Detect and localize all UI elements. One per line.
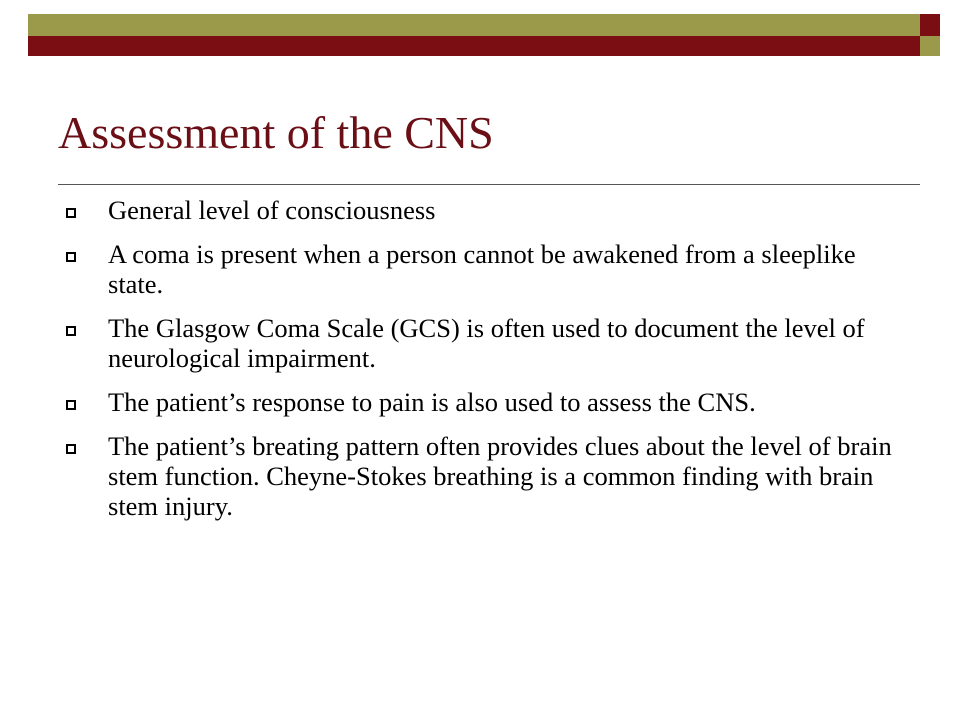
hollow-square-bullet-icon [66,208,76,218]
slide-title: Assessment of the CNS [58,107,494,158]
bullet-text: The patient’s breating pattern often provides clues about the level of brain stem function. Cheyne-Stokes breathing is a common finding with brain stem injury. [108,430,892,521]
bullet-text: General level of consciousness [108,195,436,225]
bullet-item [64,388,894,418]
bullet-text: A coma is present when a person cannot be awakened from a sleeplike state. [108,238,856,299]
top-bar-maroon-stripe [28,36,920,56]
corner-olive-square [920,36,940,56]
corner-decorative-block [920,14,940,56]
hollow-square-bullet-icon [66,252,76,262]
hollow-square-bullet-icon [66,326,76,336]
bullet-list [64,196,894,535]
hollow-square-bullet-icon [66,400,76,410]
top-bar-olive-stripe [28,14,920,36]
corner-maroon-square [920,14,940,36]
bullet-item [64,432,894,522]
bullet-text: The Glasgow Coma Scale (GCS) is often used to document the level of neurological impairment. [108,312,865,373]
bullet-item [64,196,894,226]
bullet-text: The patient’s response to pain is also used to assess the CNS. [108,386,756,417]
hollow-square-bullet-icon [66,444,76,454]
bullet-item [64,314,894,374]
bullet-item [64,240,894,300]
title-divider [58,184,920,185]
top-decorative-bar [28,14,920,56]
